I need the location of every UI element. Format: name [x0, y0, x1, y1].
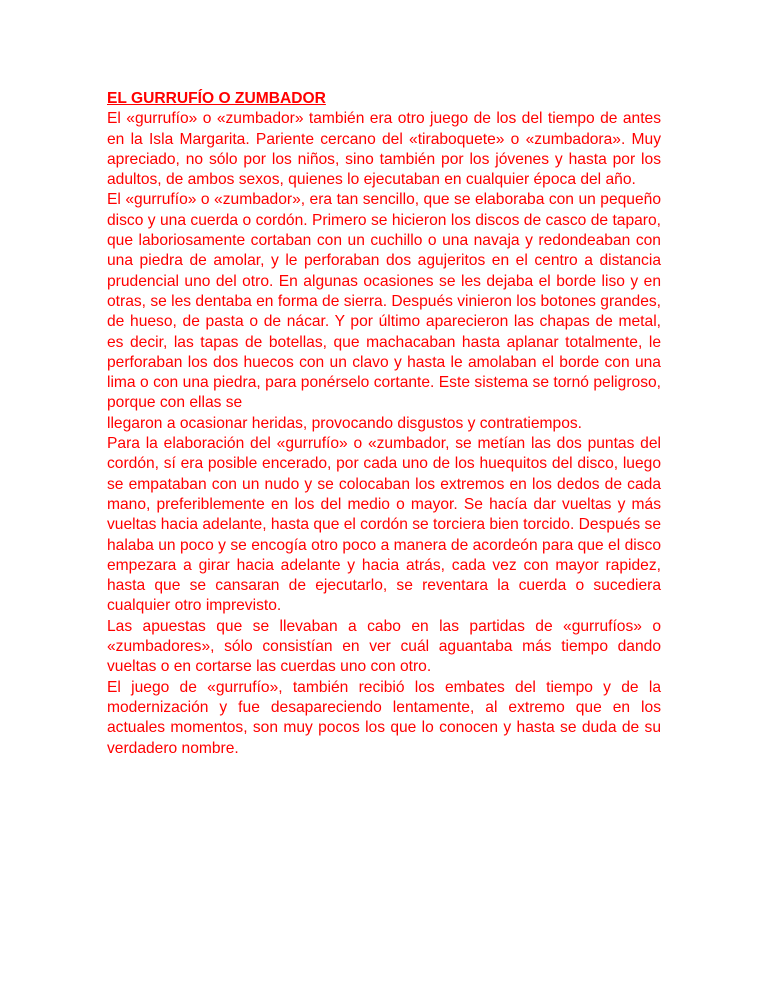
paragraph-2: El «gurrufío» o «zumbador», era tan sencillo, que se elaboraba con un pequeño disco y una cuerda o cordón. Primero se hicieron los discos de casco de taparo, que laboriosamente cortaban con un cuchillo o una navaja y redondeaban con una piedra de amolar, y le perforaban dos agujeritos en el centro a distancia prudencial uno del otro. En algunas ocasiones se les dejaba el borde liso y en otras, se les dentaba en forma de sierra. Después vinieron los botones grandes, de hueso, de pasta o de nácar. Y por último aparecieron las chapas de metal, es decir, las tapas de botellas, que machacaban hasta aplanar totalmente, le perforaban los dos huecos con un clavo y hasta le amolaban el borde con una lima o con una piedra, para ponérselo cortante. Este sistema se tornó peligroso, porque con ellas se [107, 191, 661, 412]
paragraph-5: El juego de «gurrufío», también recibió los embates del tiempo y de la modernización y fue desapareciendo lentamente, al extremo que en los actuales momentos, son muy pocos los que lo conocen y hasta se duda de su verdadero nombre. [107, 678, 661, 757]
paragraph-1: El «gurrufío» o «zumbador» también era otro juego de los del tiempo de antes en la Isla Margarita. Pariente cercano del «tiraboquete» o «zumbadora». Muy apreciado, no sólo por los niños, sino también por los jóvenes y hasta por los adultos, de ambos sexos, quienes lo ejecutaban en cualquier época del año. [107, 110, 661, 189]
paragraph-4: Las apuestas que se llevaban a cabo en las partidas de «gurrufíos» o «zumbadores», sólo consistían en ver cuál aguantaba más tiempo dando vueltas o en cortarse las cuerdas uno con otro. [107, 617, 661, 676]
document-title: EL GURRUFÍO O ZUMBADOR [107, 90, 326, 107]
document-body [107, 89, 661, 759]
paragraph-3: Para la elaboración del «gurrufío» o «zumbador, se metían las dos puntas del cordón, sí era posible encerado, por cada uno de los huequitos del disco, luego se empataban con un nudo y se colocaban los extremos en los dedos de cada mano, preferiblemente en los del medio o mayor. Se hacía dar vueltas y más vueltas hacia adelante, hasta que el cordón se torciera bien torcido. Después se halaba un poco y se encogía otro poco a manera de acordeón para que el disco empezara a girar hacia adelante y hacia atrás, cada vez con mayor rapidez, hasta que se cansaran de ejecutarlo, se reventara la cuerda o sucediera cualquier otro imprevisto. [107, 435, 661, 615]
paragraph-2-continuation: llegaron a ocasionar heridas, provocando disgustos y contratiempos. [107, 414, 583, 432]
